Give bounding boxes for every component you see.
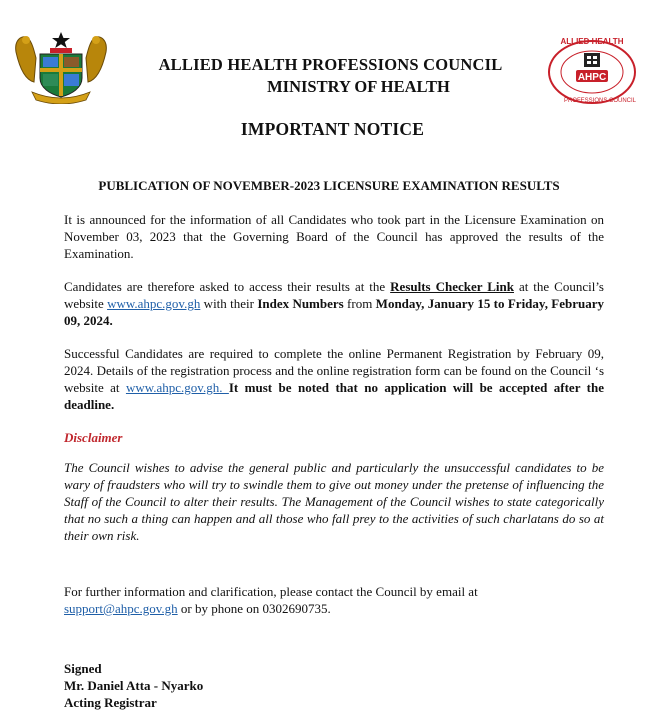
notice-title: IMPORTANT NOTICE	[240, 119, 425, 139]
signatory-title: Acting Registrar	[64, 695, 157, 710]
publication-title: PUBLICATION OF NOVEMBER-2023 LICENSURE EXAMINATION RESULTS	[98, 178, 560, 193]
paragraph-results-access: Candidates are therefore asked to access their results at the Results Checker Link at the Council’s website www.ahpc.gov.gh with their Index Numbers from Monday, January 15 to Friday, February 09, 2024.	[64, 279, 604, 328]
paragraph-announcement: It is announced for the information of all Candidates who took part in the Licensure Examination on November 03, 2023 that the Governing Board of the Council has approved the results of the Examination.	[64, 212, 604, 261]
deadline-note: It must be noted that no application will be accepted after the deadline.	[64, 380, 604, 412]
svg-text:PROFESSIONS COUNCIL: PROFESSIONS COUNCIL	[563, 98, 637, 104]
signed-label: Signed	[64, 661, 102, 676]
signatory-name: Mr. Daniel Atta - Nyarko	[64, 678, 204, 693]
website-link[interactable]: www.ahpc.gov.gh	[107, 296, 201, 311]
svg-text:ALLIED HEALTH: ALLIED HEALTH	[560, 37, 624, 46]
website-link-2[interactable]: www.ahpc.gov.gh.	[125, 380, 229, 395]
paragraph-contact: For further information and clarification, please contact the Council by email at support@ahpc.gov.gh or by phone on 0302690735.	[64, 584, 478, 616]
paragraph-registration: Successful Candidates are required to complete the online Permanent Registration by February 09, 2024. Details of the registration process and the online registration form can be found on the Council ‘s website at www.ahpc.gov.gh. It must be noted that no application will be accepted after the deadline.	[64, 346, 604, 412]
logo-abbrev: AHPC	[577, 72, 607, 83]
results-checker-link[interactable]: Results Checker Link	[390, 279, 514, 294]
email-link[interactable]: support@ahpc.gov.gh	[64, 601, 178, 616]
disclaimer-title: Disclaimer	[64, 430, 123, 445]
council-name: ALLIED HEALTH PROFESSIONS COUNCIL	[158, 55, 503, 74]
ministry-name: MINISTRY OF HEALTH	[267, 77, 450, 96]
disclaimer-text: The Council wishes to advise the general public and particularly the unsuccessful candidates to be wary of fraudsters who will try to swindle them to give out money under the pretense of influencing the Staff of the Council to alter their results. The Management of the Council wishes to state categorically that no such a thing can happen and all those who fall prey to the activities of such charlatans do so at their own risk.	[64, 460, 604, 543]
